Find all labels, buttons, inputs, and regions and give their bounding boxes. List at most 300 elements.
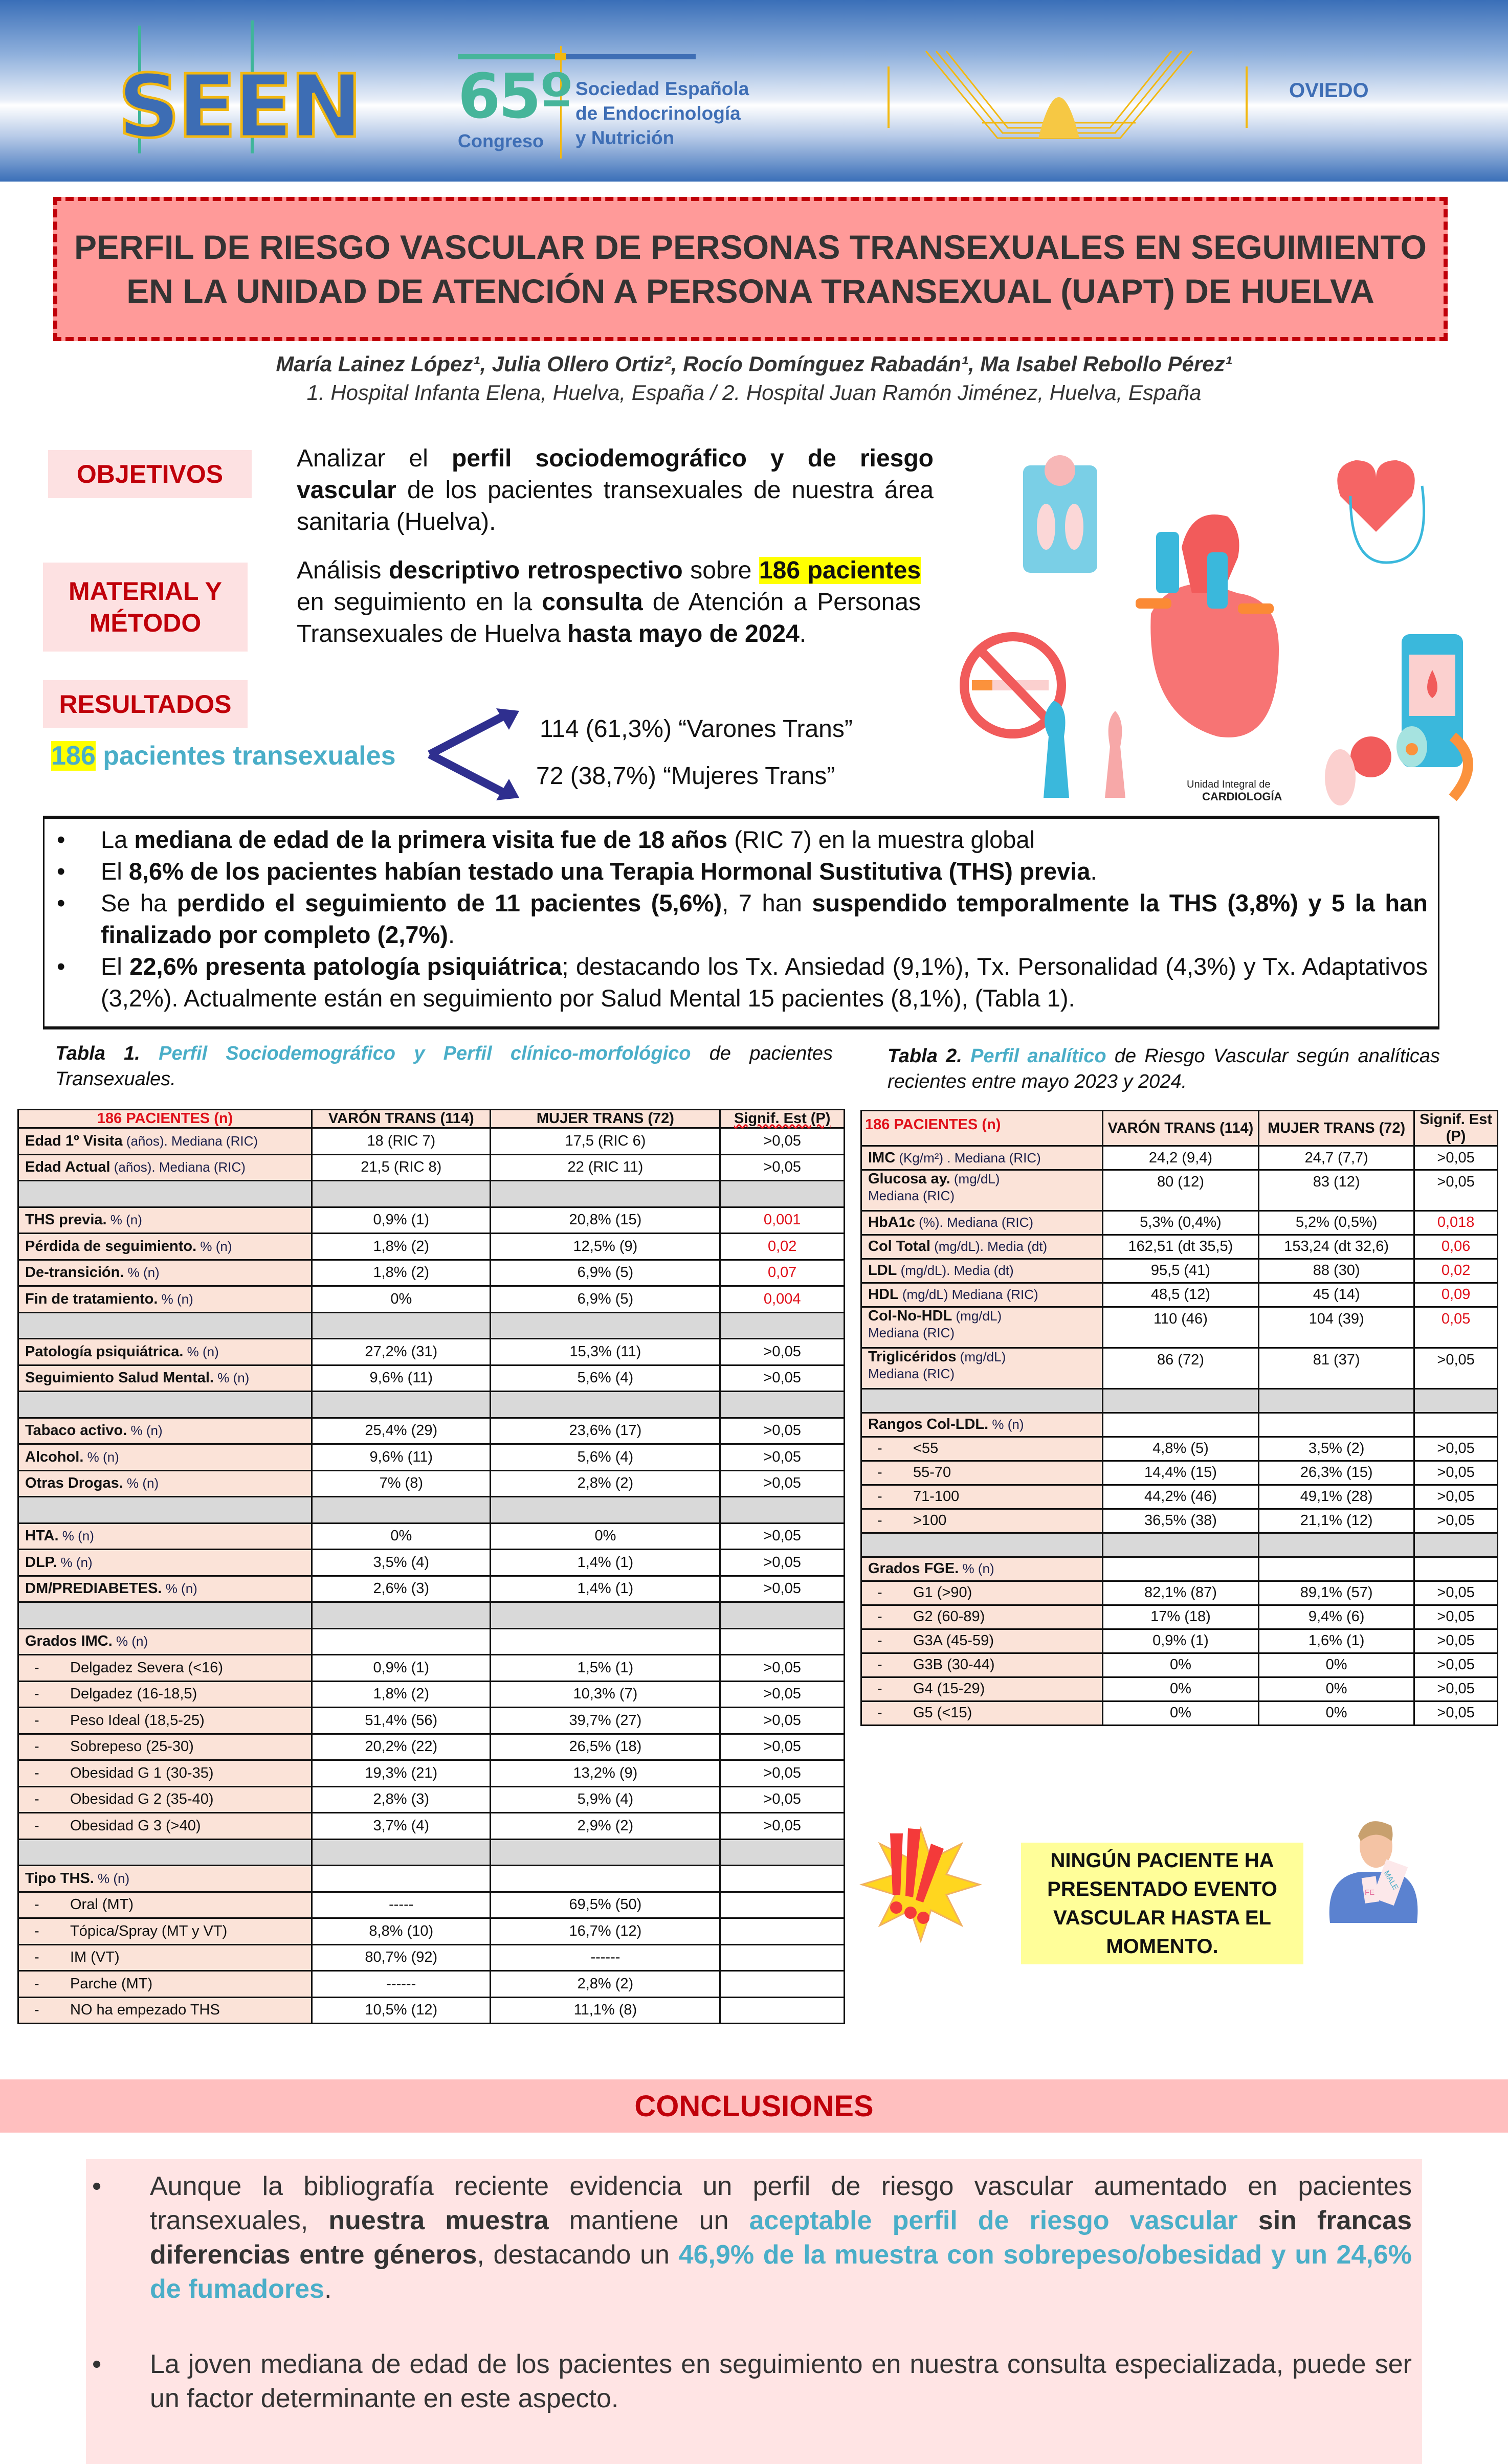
text-run: . (1090, 858, 1097, 885)
text-run: mediana de edad de la primera visita fue de 18 años (134, 826, 728, 853)
p-value: 0,06 (1414, 1235, 1498, 1259)
spacer-cell (312, 1181, 491, 1207)
row-label: - >100 (861, 1509, 1103, 1533)
row-label: Patología psiquiátrica. % (n) (18, 1339, 312, 1365)
text-run: nuestra muestra (328, 2206, 549, 2235)
table-caption-rest: de pacientes Transexuales. (55, 1043, 833, 1090)
column-header: 186 PACIENTES (n) (861, 1111, 1103, 1146)
table-row (861, 1485, 1498, 1509)
table-header-row (861, 1111, 1498, 1146)
value-varon (312, 1866, 491, 1892)
value-varon (1102, 1557, 1258, 1581)
column-header: MUJER TRANS (72) (1259, 1111, 1414, 1146)
section-label-line: MATERIAL Y (68, 577, 223, 606)
society-name (575, 77, 749, 150)
seen-logo-text: SEEN (118, 56, 360, 158)
value-varon: 110 (46) (1102, 1307, 1258, 1348)
value-mujer (491, 1866, 720, 1892)
text-run: aceptable perfil de riesgo vascular (749, 2206, 1238, 2235)
row-label: - G3A (45-59) (861, 1629, 1103, 1653)
table-header-row (18, 1110, 845, 1128)
section-label-line: MÉTODO (89, 609, 202, 637)
value-mujer: 1,5% (1) (491, 1655, 720, 1682)
value-mujer: 9,4% (6) (1259, 1605, 1414, 1629)
value-varon (312, 1628, 491, 1655)
value-varon: 86 (72) (1102, 1348, 1258, 1388)
table-caption-highlight: Perfil analítico (962, 1045, 1106, 1067)
value-mujer: 15,3% (11) (491, 1339, 720, 1365)
value-mujer: 24,7 (7,7) (1259, 1146, 1414, 1170)
table2-caption (888, 1043, 1440, 1094)
row-label: - Obesidad G 2 (35-40) (18, 1786, 312, 1813)
table-row (18, 1655, 845, 1682)
branch-varones: 114 (61,3%) “Varones Trans” (540, 715, 853, 743)
text-run: mantiene un (548, 2206, 749, 2235)
p-value: >0,05 (720, 1154, 845, 1181)
row-label: De-transición. % (n) (18, 1260, 312, 1286)
row-label: Glucosa ay. (mg/dL) Mediana (RIC) (861, 1170, 1103, 1211)
conclusion-item (86, 2347, 1412, 2416)
value-varon: 2,8% (3) (312, 1786, 491, 1813)
text-run: ; destacando los Tx. Ansiedad (9,1%), Tx. Personalidad (4,3%) y Tx. Adaptativos (3,2%). Actualmente están en seguimiento por Salud Mental 15 pacientes (8,1%), (Tabla 1). (101, 953, 1428, 1012)
table-row (18, 1154, 845, 1181)
row-label: Fin de tratamiento. % (n) (18, 1286, 312, 1313)
divider (1246, 66, 1248, 128)
title-box (53, 197, 1448, 341)
spacer-cell (491, 1497, 720, 1524)
metodo-text (297, 555, 921, 650)
table-row (18, 1734, 845, 1760)
p-value: >0,05 (720, 1813, 845, 1840)
table-row (861, 1653, 1498, 1677)
value-varon: 0,9% (1) (312, 1207, 491, 1234)
section-label-objetivos: OBJETIVOS (48, 450, 252, 498)
value-mujer: 20,8% (15) (491, 1207, 720, 1234)
value-varon: 25,4% (29) (312, 1418, 491, 1444)
heart-icon (1136, 514, 1279, 737)
text-run: Aunque la bibliografía reciente evidencia un perfil de riesgo vascular aumentado en pacientes transexuales, (150, 2171, 1412, 2235)
spacer-cell (1414, 1388, 1498, 1413)
finding-item (50, 824, 1428, 856)
table-row (861, 1461, 1498, 1485)
table-row (18, 1892, 845, 1918)
value-mujer: 26,3% (15) (1259, 1461, 1414, 1485)
value-mujer: 5,6% (4) (491, 1444, 720, 1471)
spacer-cell (720, 1497, 845, 1524)
objetivos-text (297, 443, 934, 538)
value-varon: 0,9% (1) (1102, 1629, 1258, 1653)
spacer-cell (312, 1839, 491, 1866)
value-mujer: 0% (1259, 1701, 1414, 1725)
spacer-cell (720, 1312, 845, 1339)
p-value (720, 1892, 845, 1918)
spacer-cell (491, 1602, 720, 1629)
text-run: Se ha (101, 889, 177, 916)
table-row (861, 1307, 1498, 1348)
divider (888, 66, 890, 128)
spacer-cell (312, 1312, 491, 1339)
text-run: perdido el seguimiento de 11 pacientes (5,6%) (176, 889, 722, 916)
bullet-icon: • (57, 826, 65, 853)
value-varon: 1,8% (2) (312, 1681, 491, 1708)
p-value (720, 1866, 845, 1892)
logo-bar-green (458, 54, 555, 59)
p-value: >0,05 (720, 1786, 845, 1813)
table-row (18, 1944, 845, 1971)
p-value: >0,05 (720, 1708, 845, 1734)
text-run: suspendido temporalmente la THS (3,8%) y 5 la han finalizado por completo (2,7%) (101, 889, 1428, 948)
value-varon: 9,6% (11) (312, 1444, 491, 1471)
spacer-cell (1259, 1388, 1414, 1413)
table-row (861, 1605, 1498, 1629)
authors: María Lainez López¹, Julia Ollero Ortiz², Rocío Domínguez Rabadán¹, Ma Isabel Rebollo Pérez¹ (276, 352, 1232, 376)
p-value: >0,05 (720, 1760, 845, 1787)
spacer-cell (861, 1388, 1103, 1413)
exercise-icon (1044, 701, 1125, 798)
row-label: - Delgadez (16-18,5) (18, 1681, 312, 1708)
text-run: en seguimiento en la (297, 589, 542, 616)
row-label: - G3B (30-44) (861, 1653, 1103, 1677)
table-row (18, 1444, 845, 1471)
value-mujer: 2,9% (2) (491, 1813, 720, 1840)
value-varon: 21,5 (RIC 8) (312, 1154, 491, 1181)
p-value (720, 1918, 845, 1945)
table-row (18, 1365, 845, 1392)
value-mujer: 6,9% (5) (491, 1260, 720, 1286)
p-value: >0,05 (720, 1576, 845, 1602)
value-mujer: 0% (1259, 1653, 1414, 1677)
table-row (18, 1971, 845, 1998)
p-value: >0,05 (720, 1339, 845, 1365)
table-row (18, 1760, 845, 1787)
spacer-cell (491, 1839, 720, 1866)
table1-caption (55, 1041, 833, 1092)
split-arrows-icon (425, 708, 527, 800)
value-varon: 0% (1102, 1653, 1258, 1677)
row-label: - Peso Ideal (18,5-25) (18, 1708, 312, 1734)
text-run: descriptivo retrospectivo (388, 557, 683, 584)
spacer-cell (491, 1181, 720, 1207)
spacer-cell (18, 1839, 312, 1866)
spacer-cell (312, 1497, 491, 1524)
congress-number: 65º (458, 61, 572, 132)
p-value: >0,05 (720, 1418, 845, 1444)
table-row (18, 1918, 845, 1945)
p-value: >0,05 (1414, 1170, 1498, 1211)
text-run: Analizar el (297, 445, 452, 472)
value-varon: 51,4% (56) (312, 1708, 491, 1734)
text-run: 46,9% de la muestra con sobrepeso/obesidad y un 24,6% de fumadores (150, 2240, 1412, 2304)
table-spacer-row (18, 1312, 845, 1339)
value-varon: 4,8% (5) (1102, 1437, 1258, 1461)
column-header: MUJER TRANS (72) (491, 1110, 720, 1128)
p-value: >0,05 (720, 1655, 845, 1682)
text-run: hasta mayo de 2024 (567, 620, 800, 647)
row-label: - NO ha empezado THS (18, 1997, 312, 2024)
row-label: Tabaco activo. % (n) (18, 1418, 312, 1444)
conclusions-list (86, 2169, 1412, 2416)
text-run: 186 pacientes (759, 557, 921, 584)
table-row (861, 1701, 1498, 1725)
table-caption-highlight: Perfil Sociodemográfico y Perfil clínico-morfológico (140, 1043, 691, 1064)
p-value: >0,05 (1414, 1629, 1498, 1653)
p-value: >0,05 (1414, 1461, 1498, 1485)
table-spacer-row (18, 1181, 845, 1207)
text-run (1238, 2206, 1258, 2235)
exclamation-burst-icon (859, 1813, 982, 1946)
row-label: Rangos Col-LDL. % (n) (861, 1413, 1103, 1437)
poster-title: PERFIL DE RIESGO VASCULAR DE PERSONAS TRANSEXUALES EN SEGUIMIENTO EN LA UNIDAD DE ATENCIÓN A PERSONA TRANSEXUAL (UAPT) DE HUELVA (74, 228, 1427, 310)
table-row (18, 1207, 845, 1234)
header-banner (0, 0, 1508, 182)
bullet-icon: • (57, 889, 65, 916)
p-value: >0,05 (1414, 1348, 1498, 1388)
value-mujer: 1,6% (1) (1259, 1629, 1414, 1653)
row-label: THS previa. % (n) (18, 1207, 312, 1234)
row-label: Grados IMC. % (n) (18, 1628, 312, 1655)
table-spacer-row (18, 1392, 845, 1418)
conclusions-body (86, 2159, 1422, 2464)
total-patients (51, 741, 396, 771)
conclusions-header: CONCLUSIONES (0, 2079, 1508, 2133)
value-mujer: 0% (491, 1523, 720, 1550)
value-mujer: 10,3% (7) (491, 1681, 720, 1708)
row-label: - Obesidad G 1 (30-35) (18, 1760, 312, 1787)
table-row (861, 1283, 1498, 1307)
value-varon (1102, 1413, 1258, 1437)
logo-bar-blue (565, 54, 696, 59)
congress-logo (458, 46, 806, 164)
p-value: 0,001 (720, 1207, 845, 1234)
spacer-cell (720, 1602, 845, 1629)
row-label: Tipo THS. % (n) (18, 1866, 312, 1892)
section-label-metodo (43, 563, 248, 652)
value-varon: 14,4% (15) (1102, 1461, 1258, 1485)
p-value: >0,05 (720, 1550, 845, 1576)
row-label: - 71-100 (861, 1485, 1103, 1509)
value-varon: 3,7% (4) (312, 1813, 491, 1840)
text-run: La joven mediana de edad de los pacientes en seguimiento en nuestra consulta especializada, puede ser un factor determinante en este aspecto. (150, 2349, 1412, 2413)
branch-mujeres: 72 (38,7%) “Mujeres Trans” (536, 763, 835, 790)
table-sociodemographic-profile (17, 1109, 845, 2024)
table-row (861, 1211, 1498, 1235)
table-row (861, 1170, 1498, 1211)
table-row (861, 1557, 1498, 1581)
row-label: - Tópica/Spray (MT y VT) (18, 1918, 312, 1945)
table-caption-rest: de Riesgo Vascular según analíticas recientes entre mayo 2023 y 2024. (888, 1045, 1440, 1092)
society-line: Sociedad Española (575, 78, 749, 99)
value-mujer: 45 (14) (1259, 1283, 1414, 1307)
value-varon: 1,8% (2) (312, 1234, 491, 1260)
p-value: 0,004 (720, 1286, 845, 1313)
value-varon: 82,1% (87) (1102, 1581, 1258, 1605)
row-label: Pérdida de seguimiento. % (n) (18, 1234, 312, 1260)
spacer-cell (720, 1839, 845, 1866)
congress-label: Congreso (458, 130, 544, 151)
p-value: >0,05 (1414, 1581, 1498, 1605)
affiliations: 1. Hospital Infanta Elena, Huelva, España / 2. Hospital Juan Ramón Jiménez, Huelva, España (306, 380, 1202, 405)
p-value: 0,02 (720, 1234, 845, 1260)
value-mujer: 6,9% (5) (491, 1286, 720, 1313)
spacer-cell (312, 1392, 491, 1418)
text-run: sin francas diferencias entre géneros (150, 2206, 1412, 2270)
row-label: Otras Drogas. % (n) (18, 1470, 312, 1497)
value-mujer: 153,24 (dt 32,6) (1259, 1235, 1414, 1259)
table-row (18, 1550, 845, 1576)
value-varon: ------ (312, 1971, 491, 1998)
total-patients-label: pacientes transexuales (95, 741, 396, 771)
table-row (18, 1813, 845, 1840)
value-mujer: 5,2% (0,5%) (1259, 1211, 1414, 1235)
p-value: >0,05 (1414, 1653, 1498, 1677)
row-label: Edad 1º Visita (años). Mediana (RIC) (18, 1128, 312, 1155)
value-mujer: 89,1% (57) (1259, 1581, 1414, 1605)
p-value: >0,05 (720, 1523, 845, 1550)
p-value: >0,05 (1414, 1485, 1498, 1509)
spacer-cell (18, 1181, 312, 1207)
row-label: - Sobrepeso (25-30) (18, 1734, 312, 1760)
row-label: IMC (Kg/m²) . Mediana (RIC) (861, 1146, 1103, 1170)
findings-list (50, 824, 1428, 1014)
value-mujer: 83 (12) (1259, 1170, 1414, 1211)
seen-logo (113, 26, 360, 158)
no-vascular-event-callout: NINGÚN PACIENTE HA PRESENTADO EVENTO VASCULAR HASTA EL MOMENTO. (1021, 1843, 1303, 1964)
society-line: de Endocrinología (575, 103, 741, 124)
value-varon: 19,3% (21) (312, 1760, 491, 1787)
value-mujer: 88 (30) (1259, 1259, 1414, 1283)
spacer-cell (18, 1312, 312, 1339)
row-label: HDL (mg/dL) Mediana (RIC) (861, 1283, 1103, 1307)
cardiovascular-risk-illustration (951, 430, 1504, 808)
spacer-cell (861, 1533, 1103, 1557)
bullet-icon: • (92, 2349, 102, 2379)
value-mujer: 11,1% (8) (491, 1997, 720, 2024)
value-mujer: 12,5% (9) (491, 1234, 720, 1260)
spacer-cell (18, 1497, 312, 1524)
table-row (861, 1509, 1498, 1533)
value-varon: 17% (18) (1102, 1605, 1258, 1629)
p-value (720, 1997, 845, 2024)
text-run: La (101, 826, 135, 853)
p-value: 0,018 (1414, 1211, 1498, 1235)
section-label-resultados: RESULTADOS (43, 680, 248, 728)
value-mujer: 5,9% (4) (491, 1786, 720, 1813)
text-run: , 7 han (722, 889, 812, 916)
column-header: VARÓN TRANS (114) (1102, 1111, 1258, 1146)
value-mujer: 26,5% (18) (491, 1734, 720, 1760)
p-value (720, 1628, 845, 1655)
text-run: El (101, 858, 129, 885)
row-label: - G2 (60-89) (861, 1605, 1103, 1629)
table-row (18, 1418, 845, 1444)
row-label: - IM (VT) (18, 1944, 312, 1971)
value-varon: 36,5% (38) (1102, 1509, 1258, 1533)
conclusion-item (86, 2169, 1412, 2306)
value-varon: 18 (RIC 7) (312, 1128, 491, 1155)
row-label: - G4 (15-29) (861, 1677, 1103, 1701)
text-run: de Atención a Personas Transexuales de Huelva (297, 589, 921, 647)
p-value: 0,05 (1414, 1307, 1498, 1348)
value-mujer: 81 (37) (1259, 1348, 1414, 1388)
results-findings-box (43, 816, 1439, 1029)
text-run: 22,6% presenta patología psiquiátrica (129, 953, 562, 980)
value-mujer: 104 (39) (1259, 1307, 1414, 1348)
table-row (18, 1576, 845, 1602)
p-value: >0,05 (720, 1470, 845, 1497)
value-varon: 27,2% (31) (312, 1339, 491, 1365)
stethoscope-heart-icon (1337, 460, 1424, 563)
row-label: HTA. % (n) (18, 1523, 312, 1550)
value-varon: 0% (1102, 1701, 1258, 1725)
text-run: consulta (542, 589, 643, 616)
row-label: Seguimiento Salud Mental. % (n) (18, 1365, 312, 1392)
table-row (18, 1260, 845, 1286)
p-value: >0,05 (1414, 1605, 1498, 1629)
text-run: de los pacientes transexuales de nuestra área sanitaria (Huelva). (297, 477, 934, 535)
value-varon: ----- (312, 1892, 491, 1918)
row-label: Col-No-HDL (mg/dL) Mediana (RIC) (861, 1307, 1103, 1348)
table-row (861, 1259, 1498, 1283)
value-mujer: 69,5% (50) (491, 1892, 720, 1918)
bullet-icon: • (92, 2171, 102, 2201)
spacer-cell (1102, 1388, 1258, 1413)
table-row (861, 1677, 1498, 1701)
value-varon: 48,5 (12) (1102, 1283, 1258, 1307)
p-value: >0,05 (720, 1734, 845, 1760)
row-label: DLP. % (n) (18, 1550, 312, 1576)
spacer-cell (1414, 1533, 1498, 1557)
table-spacer-row (861, 1388, 1498, 1413)
table-spacer-row (18, 1497, 845, 1524)
row-label: Edad Actual (años). Mediana (RIC) (18, 1154, 312, 1181)
bullet-icon: • (57, 858, 65, 885)
p-value: >0,05 (1414, 1146, 1498, 1170)
p-value (1414, 1557, 1498, 1581)
value-varon: 0% (312, 1286, 491, 1313)
table-number: Tabla 2. (888, 1045, 962, 1067)
value-mujer: 5,6% (4) (491, 1365, 720, 1392)
finding-item (50, 887, 1428, 951)
value-mujer: 2,8% (2) (491, 1971, 720, 1998)
table-row (18, 1339, 845, 1365)
table-spacer-row (18, 1602, 845, 1629)
p-value (720, 1971, 845, 1998)
value-mujer: 13,2% (9) (491, 1760, 720, 1787)
value-mujer: 21,1% (12) (1259, 1509, 1414, 1533)
table-row (18, 1128, 845, 1155)
p-value (1414, 1413, 1498, 1437)
table-row (861, 1348, 1498, 1388)
spacer-cell (18, 1392, 312, 1418)
text-run: sobre (682, 557, 759, 584)
text-run: Análisis (297, 557, 389, 584)
table-row (18, 1286, 845, 1313)
table-row (18, 1681, 845, 1708)
column-header: Signif. Est (P) (720, 1110, 845, 1128)
table-spacer-row (861, 1533, 1498, 1557)
bullet-icon: • (57, 953, 65, 980)
p-value (720, 1944, 845, 1971)
text-run: 8,6% de los pacientes habían testado una Terapia Hormonal Sustitutiva (THS) previa (128, 858, 1091, 885)
table-row (861, 1629, 1498, 1653)
spacer-cell (491, 1312, 720, 1339)
row-label: - 55-70 (861, 1461, 1103, 1485)
table-row (861, 1581, 1498, 1605)
p-value: >0,05 (720, 1681, 845, 1708)
table-row (18, 1628, 845, 1655)
total-patients-number: 186 (51, 741, 96, 771)
value-mujer (491, 1628, 720, 1655)
